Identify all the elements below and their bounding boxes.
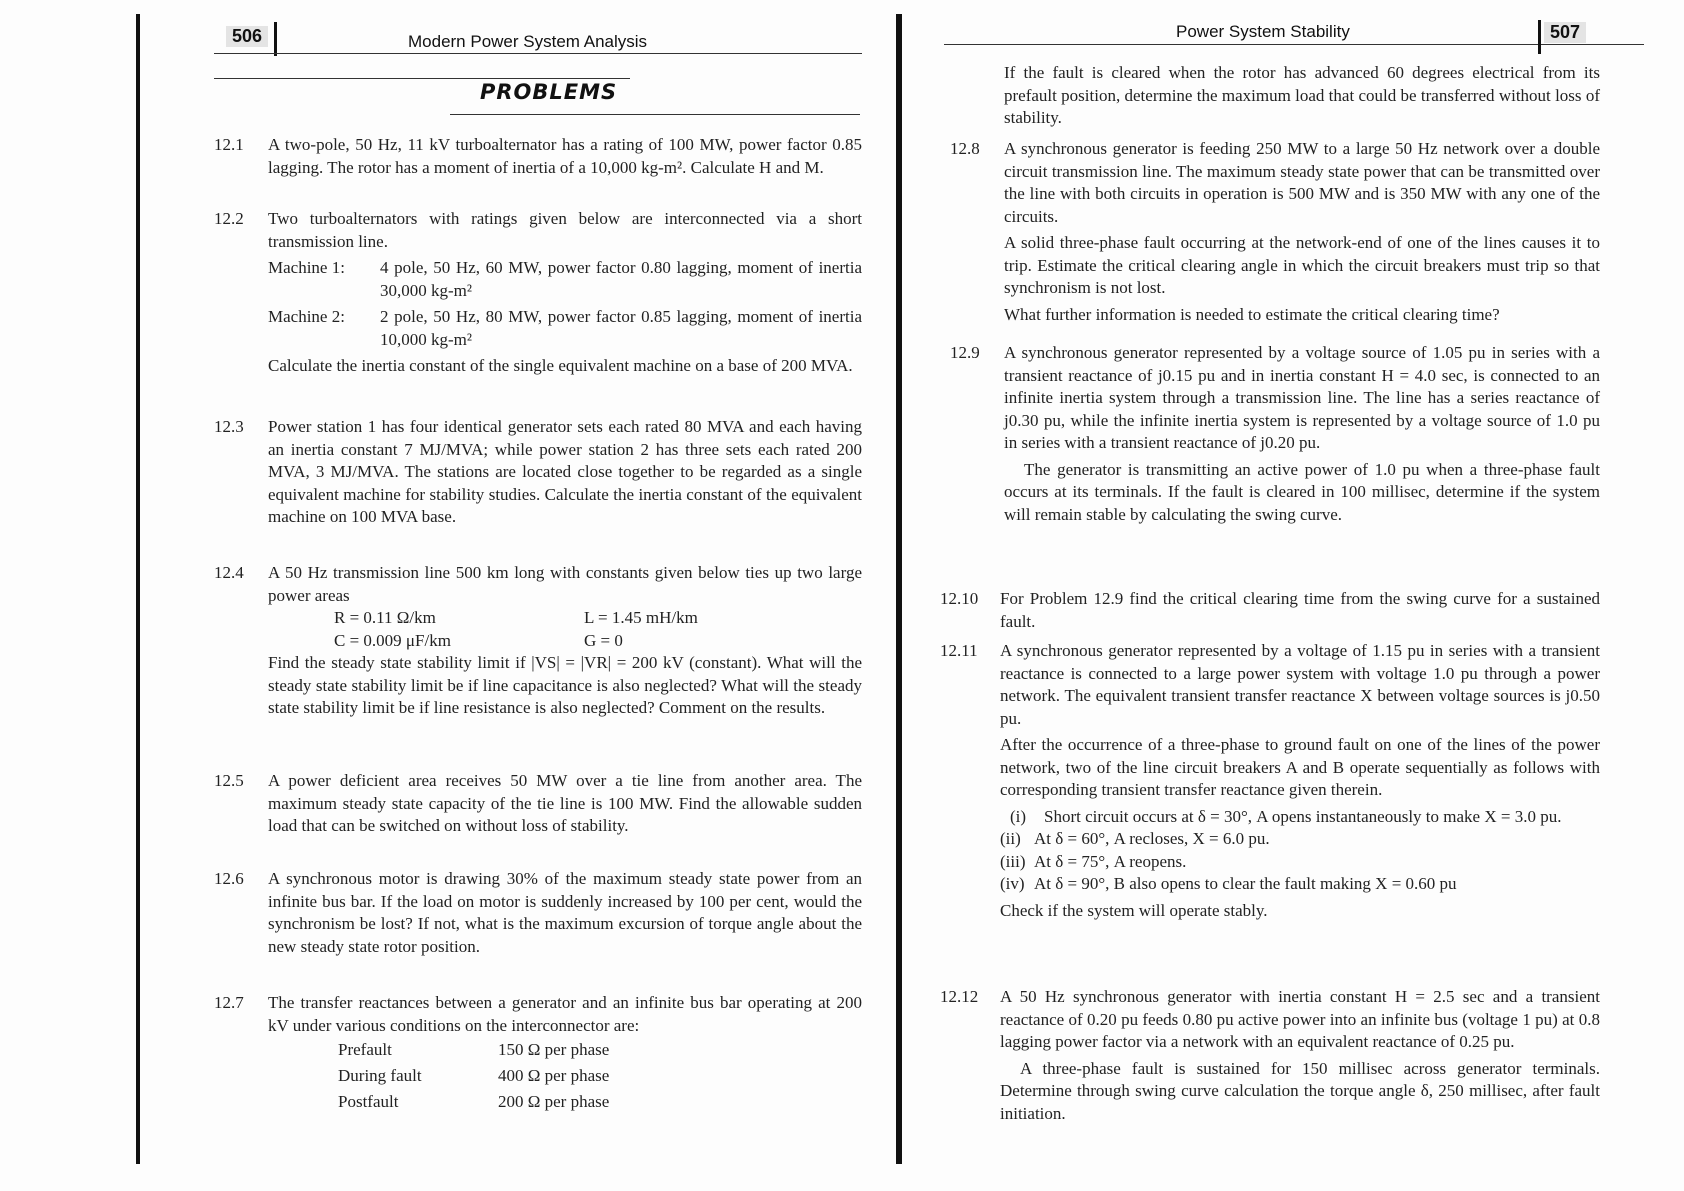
problem-number: 12.1	[214, 135, 244, 154]
table-cell-condition: Prefault	[338, 1040, 392, 1059]
list-item-label: (iv)	[1000, 874, 1025, 893]
problem-text: For Problem 12.9 find the critical clearing time from the swing curve for a sustained fault.	[1000, 589, 1600, 631]
list-item-text: At δ = 90°, B also opens to clear the fault making X = 0.60 pu	[1034, 874, 1457, 893]
machine-2-text: 2 pole, 50 Hz, 80 MW, power factor 0.85 lagging, moment of inertia 10,000 kg-m²	[380, 307, 862, 349]
problem-text: A two-pole, 50 Hz, 11 kV turboalternator has a rating of 100 MW, power factor 0.85 lagging. The rotor has a moment of inertia of a 10,000 kg-m². Calculate H and M.	[268, 135, 862, 177]
page-number: 506	[226, 26, 268, 47]
problem-text-2: After the occurrence of a three-phase to ground fault on one of the lines of the power network, two of the line circuit breakers A and B operate sequentially as follows with corresponding transient transfer reactance given therein.	[1000, 735, 1600, 799]
problem-text: A 50 Hz synchronous generator with inertia constant H = 2.5 sec and a transient reactance of 0.20 pu feeds 0.80 pu active power into an infinite bus (voltage 1 pu) at 0.8 lagging power factor via a network with an equivalent reactance of 0.25 pu.	[1000, 987, 1600, 1051]
problem-text: A synchronous generator is feeding 250 MW to a large 50 Hz network over a double circuit transmission line. The maximum steady state power that can be transmitted over the line with both circuits in operation is 500 MW and is 350 MW with any one of the circuits.	[1004, 139, 1600, 226]
list-item	[1000, 851, 1600, 874]
problem-text-2: The generator is transmitting an active power of 1.0 pu when a three-phase fault occurs at its terminals. If the fault is cleared in 100 millisec, determine if the system will remain stable by calculating the swing curve.	[1004, 459, 1600, 524]
list-item-text: Short circuit occurs at δ = 30°, A opens instantaneously to make X = 3.0 pu.	[1044, 806, 1562, 826]
running-head: Modern Power System Analysis	[408, 32, 648, 51]
list-item	[1010, 806, 1600, 829]
continuation-paragraph: If the fault is cleared when the rotor has advanced 60 degrees electrical from its prefault position, determine the maximum load that could be transferred without loss of stability.	[1004, 63, 1600, 127]
problem-number: 12.6	[214, 869, 244, 888]
machine-1-spec	[268, 257, 862, 302]
machine-1-label: Machine 1:	[268, 258, 345, 277]
list-item	[1000, 873, 1600, 896]
problem-number: 12.4	[214, 563, 244, 582]
constant-g: G = 0	[584, 630, 623, 650]
problem-text-2: Calculate the inertia constant of the single equivalent machine on a base of 200 MVA.	[268, 356, 853, 375]
problem-text-3: What further information is needed to estimate the critical clearing time?	[1004, 304, 1500, 324]
list-item-text: At δ = 60°, A recloses, X = 6.0 pu.	[1034, 829, 1270, 848]
machine-1-text: 4 pole, 50 Hz, 60 MW, power factor 0.80 lagging, moment of inertia 30,000 kg-m²	[380, 258, 862, 300]
problem-number: 12.12	[940, 987, 979, 1006]
section-rule-top	[214, 78, 630, 79]
list-item-text: At δ = 75°, A reopens.	[1034, 851, 1187, 871]
problem-text-2: A solid three-phase fault occurring at the network-end of one of the lines causes it to trip. Estimate the critical clearing angle in which the circuit breakers must trip so that synchronism is not lost.	[1004, 233, 1600, 297]
table-cell-value: 400 Ω per phase	[498, 1066, 610, 1085]
problem-number: 12.3	[214, 417, 244, 436]
problem-text: The transfer reactances between a generator and an infinite bus bar operating at 200 kV under various conditions on the interconnector are:	[268, 993, 862, 1035]
problem-text-2: Find the steady state stability limit if |VS| = |VR| = 200 kV (constant). What will the steady state stability limit be if line capacitance is also neglected? What will the steady state stability limit be if line resistance is also neglected? Comment on the results.	[268, 653, 862, 717]
table-cell-value: 200 Ω per phase	[498, 1092, 610, 1111]
section-rule-bottom	[450, 114, 860, 115]
machine-2-label: Machine 2:	[268, 307, 345, 326]
problem-text: Two turboalternators with ratings given below are interconnected via a short transmission line.	[268, 209, 862, 251]
problem-number: 12.2	[214, 209, 244, 228]
problem-text: A power deficient area receives 50 MW over a tie line from another area. The maximum steady state capacity of the tie line is 100 MW. Find the allowable sudden load that can be switched on without loss of stability.	[268, 771, 862, 835]
problem-text: A 50 Hz transmission line 500 km long with constants given below ties up two large power areas	[268, 563, 862, 605]
running-head: Power System Stability	[1176, 22, 1350, 41]
section-title: PROBLEMS	[480, 80, 618, 104]
machine-2-spec	[268, 306, 862, 351]
page-number: 507	[1544, 22, 1586, 43]
problem-number: 12.7	[214, 993, 244, 1012]
table-cell-condition: During fault	[338, 1066, 422, 1085]
constant-c: C = 0.009 μF/km	[334, 630, 451, 650]
list-item-label: (iii)	[1000, 851, 1026, 871]
problem-text: Power station 1 has four identical generator sets each rated 80 MVA and each having an inertia constant 7 MJ/MVA; while power station 2 has three sets each rated 200 MVA, 3 MJ/MVA. The stations are located close together to be regarded as a single equivalent machine for stability studies. Calculate the inertia constant of the equivalent machine on 100 MVA base.	[268, 417, 862, 526]
list-item-label: (i)	[1010, 806, 1027, 826]
right-page	[900, 0, 1684, 1191]
problem-text: A synchronous motor is drawing 30% of the maximum steady state power from an infinite bus bar. If the load on motor is suddenly increased by 100 per cent, would the synchronism be lost? If not, what is the maximum excursion of torque angle about the new steady state rotor position.	[268, 869, 862, 956]
problem-number: 12.9	[950, 343, 980, 362]
problem-text-3: Check if the system will operate stably.	[1000, 900, 1268, 920]
constant-r: R = 0.11 Ω/km	[334, 608, 436, 627]
header-tick	[274, 22, 277, 56]
constant-l: L = 1.45 mH/km	[584, 608, 698, 627]
table-cell-value: 150 Ω per phase	[498, 1040, 610, 1059]
reactance-table	[338, 1037, 862, 1115]
problem-text: A synchronous generator represented by a voltage source of 1.05 pu in series with a transient reactance of j0.15 pu and in inertia constant H = 4.0 sec, is connected to an infinite inertia system through a transmission line. The line has a series reactance of j0.30 pu, while the infinite inertia system is represented by a voltage source of 1.0 pu in series with a transient reactance of j0.20 pu.	[1004, 343, 1600, 452]
problem-number: 12.10	[940, 589, 979, 608]
list-item	[1000, 828, 1600, 851]
problem-text: A synchronous generator represented by a voltage of 1.15 pu in series with a transient reactance is connected to a large power system with voltage 1.0 pu through a power network. The equivalent transient transfer reactance X between voltage sources is j0.50 pu.	[1000, 641, 1600, 728]
line-constants	[334, 607, 862, 652]
header-rule	[214, 53, 862, 54]
problem-number: 12.8	[950, 139, 980, 158]
list-item-label: (ii)	[1000, 829, 1021, 848]
problem-number: 12.5	[214, 771, 244, 790]
header-tick	[1538, 20, 1541, 54]
problem-number: 12.11	[940, 641, 978, 660]
table-cell-condition: Postfault	[338, 1092, 399, 1111]
problem-text-2: A three-phase fault is sustained for 150 millisec across generator terminals. Determine through swing curve calculation the torque angle δ, 250 millisec, after fault initiation.	[1000, 1058, 1600, 1123]
